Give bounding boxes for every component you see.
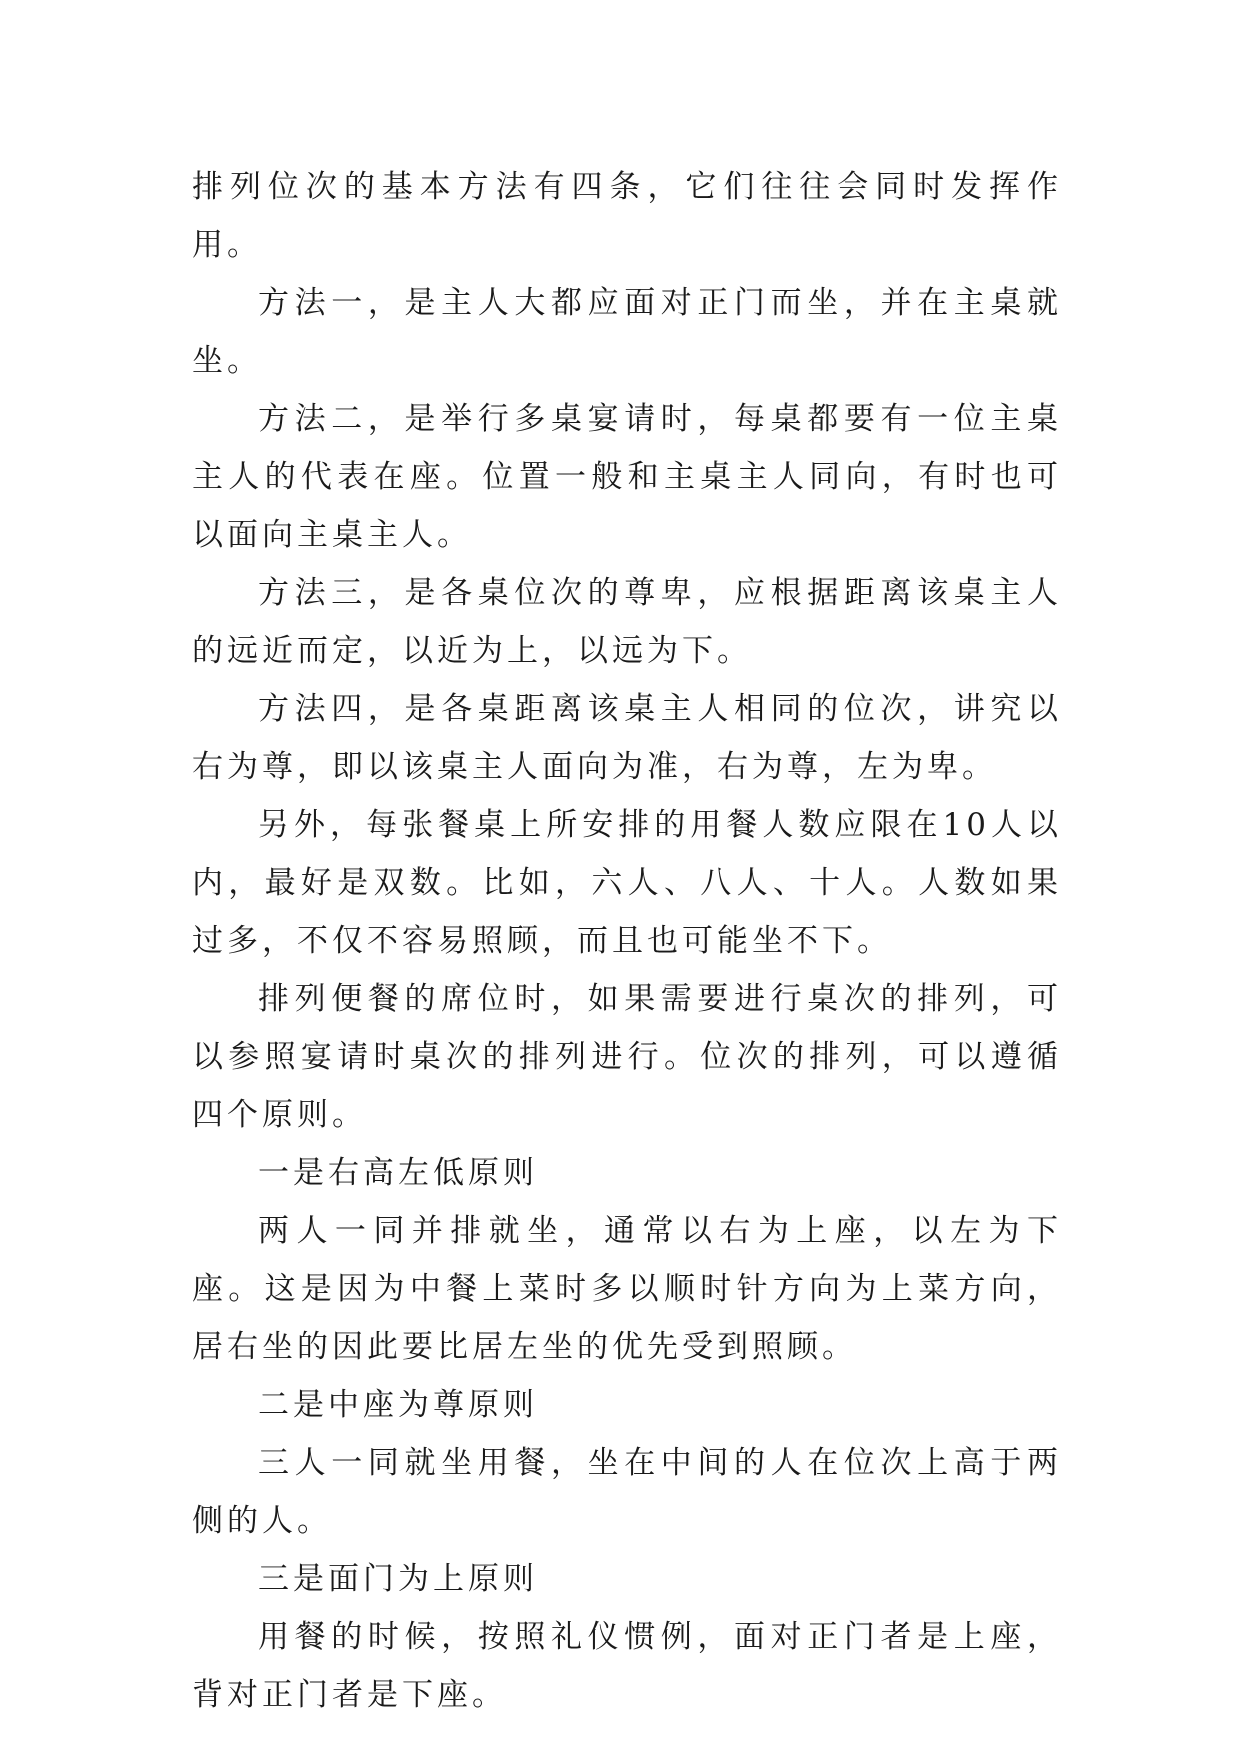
paragraph-casual-seating: 排列便餐的席位时，如果需要进行桌次的排列，可以参照宴请时桌次的排列进行。位次的排列，可以遵循四个原则。 bbox=[192, 981, 1062, 1133]
paragraph-principle-three: 用餐的时候，按照礼仪惯例，面对正门者是上座，背对正门者是下座。 bbox=[192, 1619, 1062, 1713]
document-body bbox=[192, 158, 1062, 1724]
paragraph-intro: 排列位次的基本方法有四条，它们往往会同时发挥作用。 bbox=[192, 169, 1062, 263]
paragraph-method-two: 方法二，是举行多桌宴请时，每桌都要有一位主桌主人的代表在座。位置一般和主桌主人同向，有时也可以面向主桌主人。 bbox=[192, 401, 1062, 553]
heading-principle-one: 一是右高左低原则 bbox=[258, 1155, 538, 1191]
paragraph-method-one: 方法一，是主人大都应面对正门而坐，并在主桌就坐。 bbox=[192, 285, 1062, 379]
heading-principle-three: 三是面门为上原则 bbox=[258, 1561, 538, 1597]
paragraph-method-four: 方法四，是各桌距离该桌主人相同的位次，讲究以右为尊，即以该桌主人面向为准，右为尊，左为卑。 bbox=[192, 691, 1062, 785]
paragraph-table-size: 另外，每张餐桌上所安排的用餐人数应限在10人以内，最好是双数。比如，六人、八人、十人。人数如果过多，不仅不容易照顾，而且也可能坐不下。 bbox=[192, 807, 1062, 959]
paragraph-principle-two: 三人一同就坐用餐，坐在中间的人在位次上高于两侧的人。 bbox=[192, 1445, 1062, 1539]
paragraph-principle-one: 两人一同并排就坐，通常以右为上座，以左为下座。这是因为中餐上菜时多以顺时针方向为上菜方向，居右坐的因此要比居左坐的优先受到照顾。 bbox=[192, 1213, 1062, 1365]
heading-principle-two: 二是中座为尊原则 bbox=[258, 1387, 538, 1423]
paragraph-method-three: 方法三，是各桌位次的尊卑，应根据距离该桌主人的远近而定，以近为上，以远为下。 bbox=[192, 575, 1062, 669]
